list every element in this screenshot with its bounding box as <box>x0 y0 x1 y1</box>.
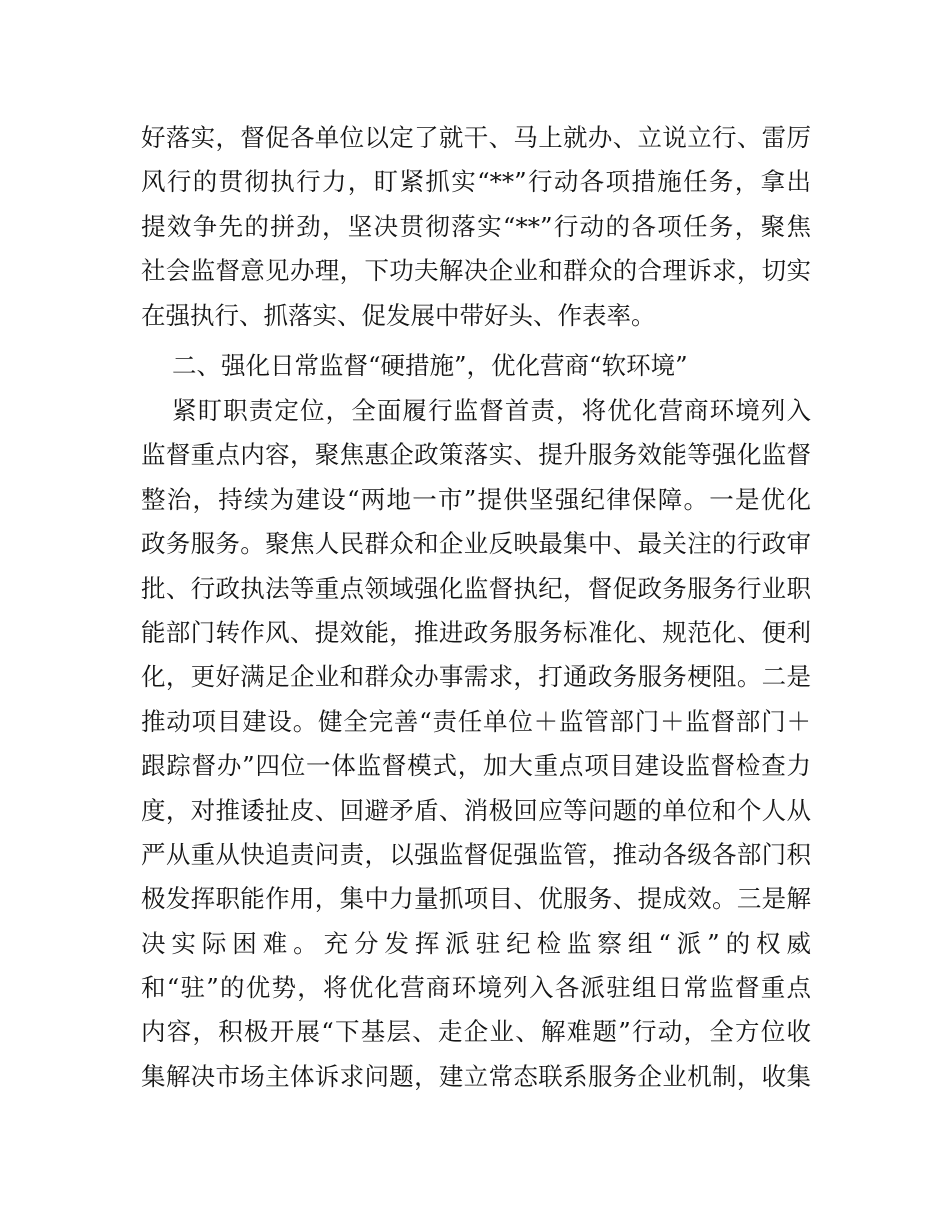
paragraph-2 <box>141 389 811 1099</box>
text-line: 提效争先的拼劲，坚决贯彻落实“**”行动的各项任务，聚焦 <box>141 211 811 241</box>
text-line: 监督重点内容，聚焦惠企政策落实、提升服务效能等强化监督 <box>141 440 811 470</box>
paragraph-1 <box>141 116 811 338</box>
text-line: 风行的贯彻执行力，盯紧抓实“**”行动各项措施任务，拿出 <box>141 167 811 197</box>
text-line: 和“驻”的优势，将优化营商环境列入各派驻组日常监督重点 <box>141 973 811 1003</box>
section-heading: 二、强化日常监督“硬措施”，优化营商“软环境” <box>172 351 688 380</box>
text-line: 极发挥职能作用，集中力量抓项目、优服务、提成效。三是解 <box>141 884 811 914</box>
text-line: 化，更好满足企业和群众办事需求，打通政务服务梗阻。二是 <box>141 662 811 692</box>
text-line: 政务服务。聚焦人民群众和企业反映最集中、最关注的行政审 <box>141 529 811 559</box>
text-line: 跟踪督办”四位一体监督模式，加大重点项目建设监督检查力 <box>141 751 811 781</box>
text-line: 内容，积极开展“下基层、走企业、解难题”行动，全方位收 <box>141 1017 811 1047</box>
text-line: 严从重从快追责问责，以强监督促强监管，推动各级各部门积 <box>141 839 811 869</box>
text-line: 推动项目建设。健全完善“责任单位＋监管部门＋监督部门＋ <box>141 706 811 736</box>
text-line: 批、行政执法等重点领域强化监督执纪，督促政务服务行业职 <box>141 573 811 603</box>
text-line: 紧盯职责定位，全面履行监督首责，将优化营商环境列入 <box>172 396 811 425</box>
text-line: 度，对推诿扯皮、回避矛盾、消极回应等问题的单位和个人从 <box>141 795 811 825</box>
text-line: 集解决市场主体诉求问题，建立常态联系服务企业机制，收集 <box>141 1061 811 1091</box>
text-line: 整治，持续为建设“两地一市”提供坚强纪律保障。一是优化 <box>141 484 811 514</box>
text-line: 在强执行、抓落实、促发展中带好头、作表率。 <box>141 300 656 330</box>
text-line: 好落实，督促各单位以定了就干、马上就办、立说立行、雷厉 <box>141 123 811 152</box>
text-line: 决实际困难。充分发挥派驻纪检监察组“派”的权威 <box>141 928 811 958</box>
text-line: 能部门转作风、提效能，推进政务服务标准化、规范化、便利 <box>141 617 811 647</box>
text-line: 社会监督意见办理，下功夫解决企业和群众的合理诉求，切实 <box>141 256 811 286</box>
